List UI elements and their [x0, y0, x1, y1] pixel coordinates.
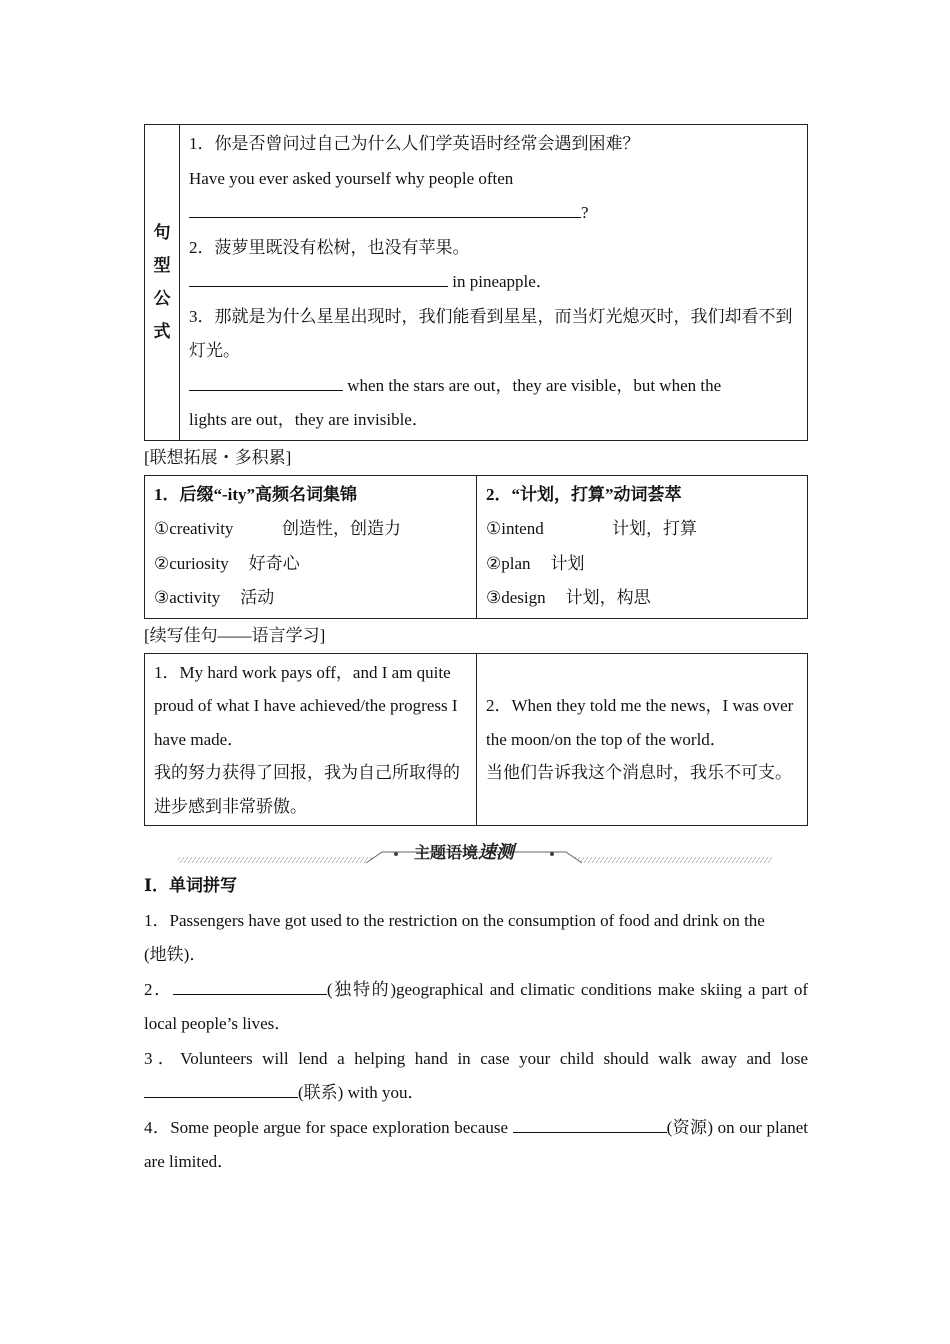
answer-blank[interactable]: [144, 1077, 298, 1098]
vocab-table: [144, 475, 808, 619]
suffix-title: 1．后缀“-ity”高频名词集锦: [154, 484, 358, 504]
item3-en-b: lights are out，they are invisible．: [189, 410, 429, 429]
vocab-en: ①creativity: [154, 519, 234, 538]
question-1-hint: [144, 938, 808, 973]
section3-title: [续写佳句——语言学习]: [144, 625, 326, 645]
vocab-cn: 好奇心: [248, 553, 300, 573]
vocab-en: ③design: [486, 588, 546, 607]
side-char: 型: [153, 256, 171, 276]
item2-blank-line: [189, 265, 797, 300]
vocab-cn: 活动: [240, 588, 275, 607]
item1-tail: ?: [581, 203, 589, 222]
q4-text: 4．Some people argue for space exploration because: [144, 1117, 509, 1137]
sentence-en: 2．When they told me the news，I was over the moon/on the top of the world．: [486, 696, 794, 749]
vocab-en: ②curiosity: [154, 553, 229, 573]
exercise-section: [144, 869, 808, 1180]
answer-blank[interactable]: [173, 974, 327, 995]
vocab-cn: 创造性，创造力: [282, 519, 401, 538]
q1-hint: (地铁)．: [144, 945, 207, 964]
item3-en-a: when the stars are out，they are visible，but when the: [343, 375, 722, 395]
exercise-title: Ⅰ．单词拼写: [144, 876, 237, 895]
q2-number: 2．: [144, 979, 173, 999]
sentence-pattern-table: [144, 124, 808, 441]
question-4: [144, 1111, 808, 1180]
question-1: [144, 904, 808, 939]
item1-blank-line: [189, 196, 797, 231]
item1-cn: 1．你是否曾问过自己为什么人们学英语时经常会遇到困难？: [189, 134, 640, 153]
sentence-cell-right: [477, 653, 808, 826]
item2-tail: in pineapple．: [448, 272, 553, 291]
question-2: [144, 973, 808, 1042]
side-label: [145, 125, 180, 441]
vocab-en: ③activity: [154, 588, 221, 607]
verbs-cell: [477, 475, 808, 618]
vocab-item: [486, 547, 797, 582]
answer-blank[interactable]: [189, 266, 448, 287]
sentence-en: 1．My hard work pays off，and I am quite proud of what I have achieved/the progress I have made．: [154, 662, 458, 749]
item3-blank-line: [189, 369, 797, 404]
item1-en: Have you ever asked yourself why people often: [189, 168, 514, 188]
item2-cn: 2．菠萝里既没有松树，也没有苹果。: [189, 237, 470, 257]
verbs-title: 2．“计划，打算”动词荟萃: [486, 484, 682, 504]
vocab-item: [154, 581, 466, 616]
vocab-cn: 计划，打算: [612, 519, 697, 538]
vocab-item: [154, 547, 466, 582]
item3-cn: 3．那就是为什么星星出现时，我们能看到星星，而当灯光熄灭时，我们却看不到灯光。: [189, 306, 793, 360]
side-char: 公: [153, 289, 171, 309]
sentence-cn: 我的努力获得了回报，我为自己所取得的进步感到非常骄傲。: [154, 763, 460, 816]
sentence-cell-left: [145, 653, 477, 826]
answer-blank[interactable]: [189, 197, 581, 218]
vocab-en: ①intend: [486, 519, 544, 538]
vocab-cn: 计划: [550, 553, 585, 573]
side-char: 式: [153, 322, 171, 342]
vocab-item: [154, 512, 466, 547]
vocab-item: [486, 581, 797, 616]
side-char: 句: [153, 223, 171, 243]
section2-title: [联想拓展・多积累]: [144, 447, 292, 467]
q3-text: 3．Volunteers will lend a helping hand in case your child should walk away and lose: [144, 1048, 808, 1068]
q1-text: 1．Passengers have got used to the restriction on the consumption of food and drink on the: [144, 910, 765, 930]
vocab-item: [486, 512, 797, 547]
answer-blank[interactable]: [513, 1112, 667, 1133]
q4-text-b: (资源) on our planet are limited．: [144, 1117, 809, 1171]
banner-label-b: 速测: [478, 842, 515, 863]
sentence-cn: 当他们告诉我这个消息时，我乐不可支。: [486, 763, 792, 782]
section-banner: [178, 842, 772, 866]
vocab-en: ②plan: [486, 553, 531, 573]
sentence-table: [144, 653, 808, 827]
answer-blank[interactable]: [189, 370, 343, 391]
banner-label-a: 主题语境: [414, 843, 479, 862]
pattern-cell: [180, 125, 808, 441]
banner-title: [414, 842, 514, 864]
vocab-cn: 计划，构思: [565, 588, 651, 607]
q3-hint: (联系) with you．: [298, 1083, 425, 1102]
suffix-cell: [145, 475, 477, 618]
question-3: [144, 1042, 808, 1111]
q2-text: (独特的)geographical and climatic conditions make skiing a part of local people’s lives．: [144, 979, 808, 1033]
